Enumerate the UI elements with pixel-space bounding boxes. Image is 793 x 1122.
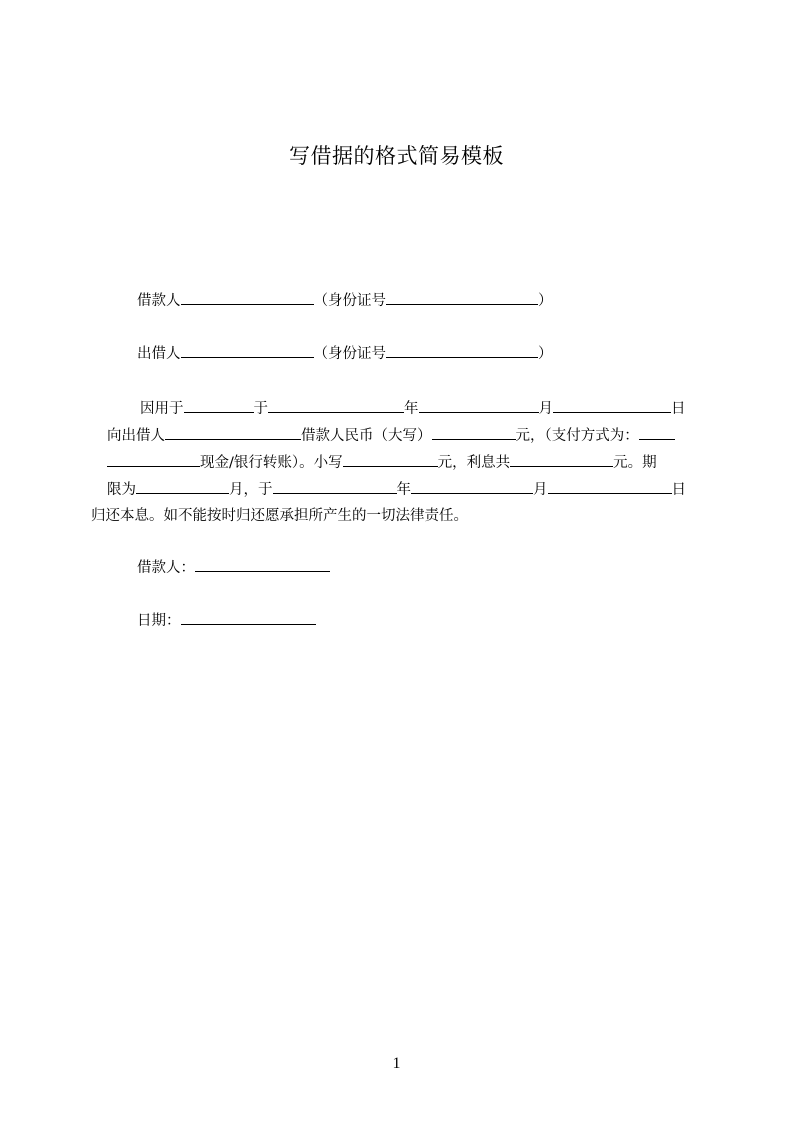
body-text: 日 (671, 482, 686, 498)
payment-method-blank[interactable] (639, 425, 675, 440)
term-blank[interactable] (136, 479, 229, 494)
repay-date-blank[interactable] (273, 479, 397, 494)
lender-id-blank[interactable] (386, 343, 538, 358)
body-text: 向出借人 (107, 428, 165, 444)
lender-blank[interactable] (165, 425, 301, 440)
id-close-label: ） (538, 346, 553, 362)
signature-date-label: 日期： (137, 613, 181, 629)
borrower-name-blank[interactable] (181, 290, 314, 305)
body-text: 归还本息。如不能按时归还愿承担所产生的一切法律责任。 (91, 508, 468, 524)
body-line-2 (107, 425, 675, 446)
body-text: 月，于 (229, 482, 273, 498)
body-text: 现金/银行转账）。小写 (200, 455, 343, 471)
repay-year-blank[interactable] (411, 479, 533, 494)
body-text: 元，利息共 (437, 455, 511, 471)
signature-date-blank[interactable] (181, 610, 316, 625)
page-number: 1 (392, 1055, 401, 1072)
body-text: 元，（支付方式为： (515, 428, 639, 444)
id-open-label: （身份证号 (313, 346, 386, 362)
borrower-label: 借款人 (137, 293, 181, 309)
body-text: 元。期 (613, 455, 657, 471)
signature-borrower-blank[interactable] (195, 557, 330, 572)
body-text: 借款人民币（大写） (301, 428, 432, 444)
body-line-3 (107, 452, 657, 473)
borrower-id-blank[interactable] (386, 290, 538, 305)
signature-borrower-label: 借款人： (137, 560, 195, 576)
body-text: 日 (671, 401, 686, 417)
borrower-line (137, 290, 553, 311)
payment-method-blank-cont[interactable] (107, 452, 200, 467)
body-text: 因用于 (140, 401, 184, 417)
lender-label: 出借人 (137, 346, 181, 362)
purpose-blank[interactable] (184, 398, 254, 413)
body-text: 月 (538, 401, 553, 417)
borrow-date-blank[interactable] (268, 398, 404, 413)
body-text: 于 (253, 401, 268, 417)
body-line-1 (140, 398, 686, 419)
amount-figures-blank[interactable] (343, 452, 438, 467)
body-line-5 (91, 506, 468, 526)
document-title: 写借据的格式简易模板 (289, 144, 504, 168)
body-text: 月 (533, 482, 548, 498)
signature-date-line (137, 610, 316, 631)
repay-month-blank[interactable] (548, 479, 672, 494)
amount-words-blank[interactable] (432, 425, 516, 440)
id-open-label: （身份证号 (313, 293, 386, 309)
borrow-year-blank[interactable] (419, 398, 539, 413)
lender-line (137, 343, 553, 364)
id-close-label: ） (538, 293, 553, 309)
signature-borrower-line (137, 557, 330, 578)
body-text: 年 (396, 482, 411, 498)
body-text: 限为 (107, 482, 136, 498)
body-text: 年 (404, 401, 419, 417)
borrow-month-blank[interactable] (553, 398, 671, 413)
lender-name-blank[interactable] (181, 343, 314, 358)
body-line-4 (107, 479, 686, 500)
interest-blank[interactable] (510, 452, 613, 467)
